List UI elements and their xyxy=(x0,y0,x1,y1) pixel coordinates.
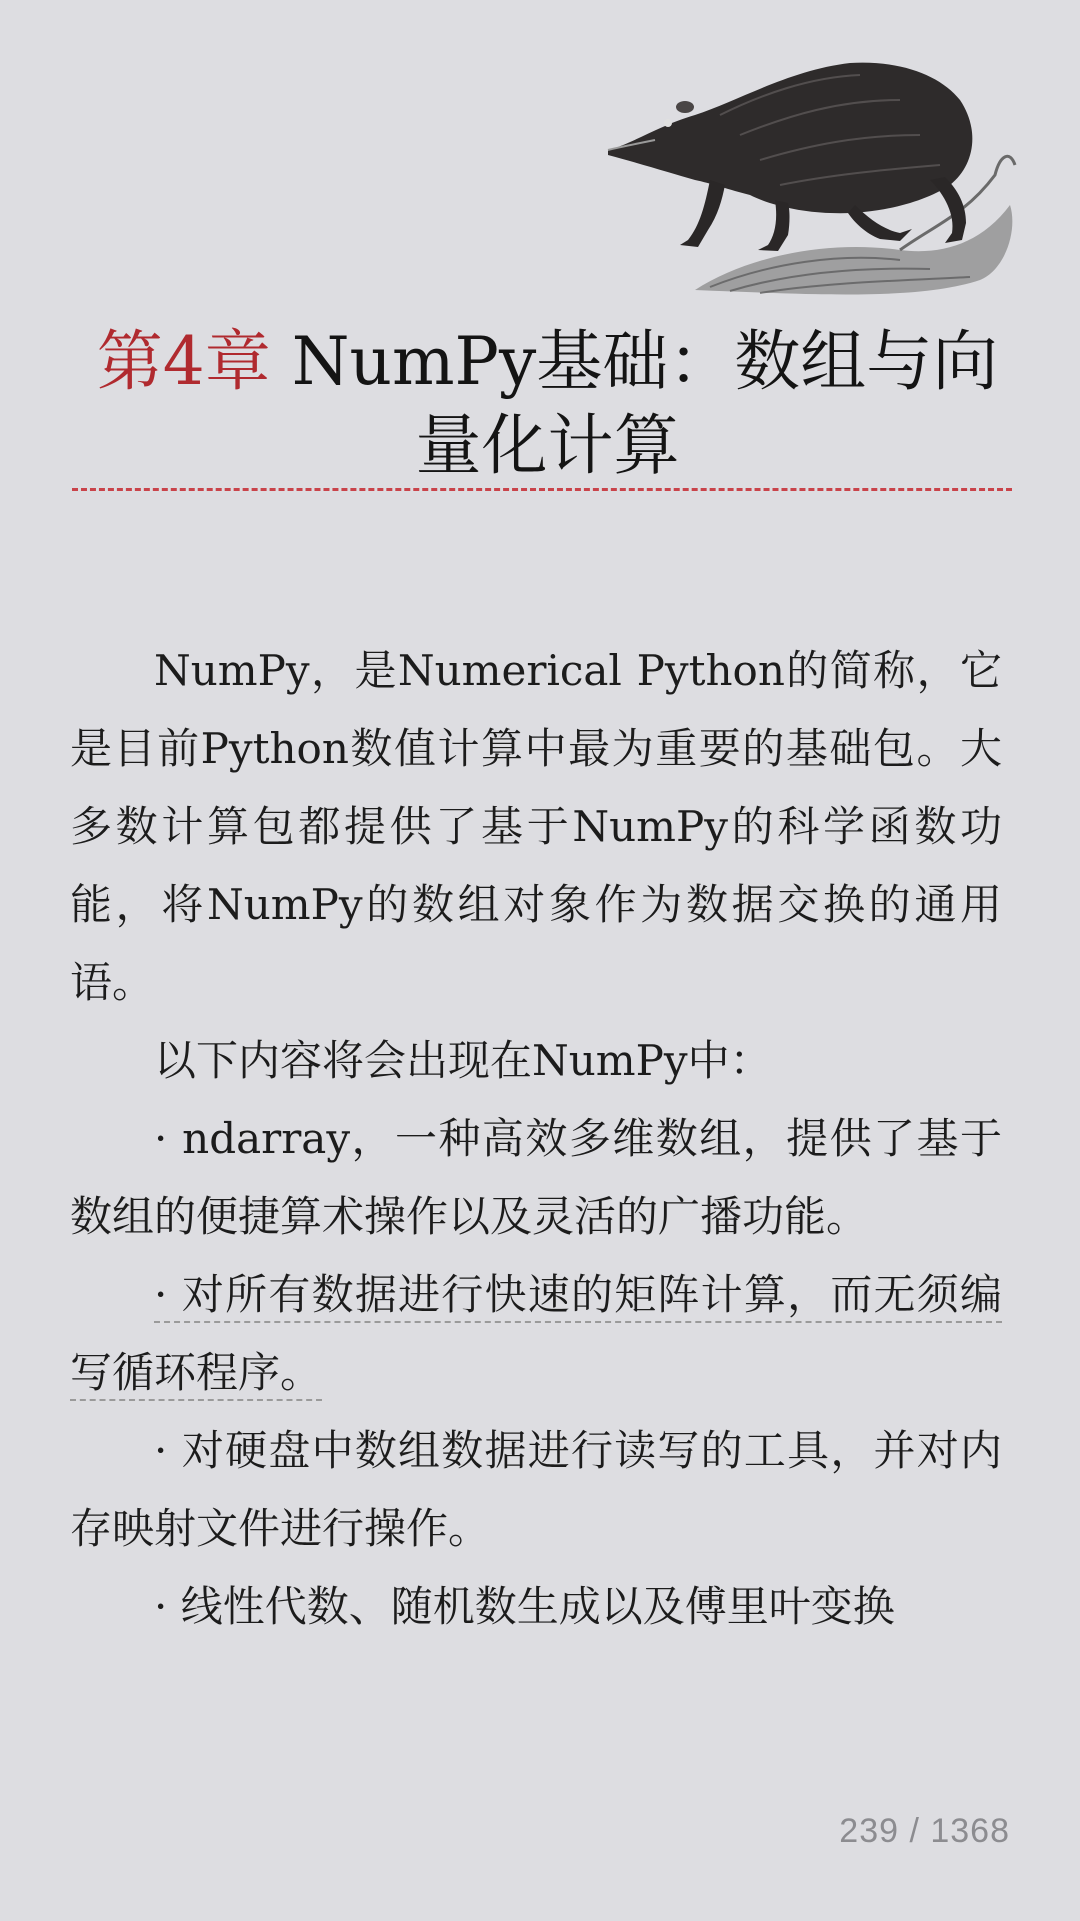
list-item: · 线性代数、随机数生成以及傅里叶变换 xyxy=(154,1582,895,1631)
page-indicator: 239 / 1368 xyxy=(839,1812,1010,1850)
shrew-engraving-icon xyxy=(600,55,1020,300)
chapter-title xyxy=(70,320,1025,488)
chapter-heading: NumPy基础：数组与向量化计算 xyxy=(291,323,999,484)
list-item[interactable] xyxy=(70,1256,1002,1412)
title-divider xyxy=(72,488,1012,491)
chapter-body xyxy=(70,632,1002,1646)
list-item: · 对硬盘中数组数据进行读写的工具，并对内存映射文件进行操作。 xyxy=(70,1426,1002,1553)
annotated-text[interactable]: · 对所有数据进行快速的矩阵计算，而无须编写循环程序。 xyxy=(70,1270,1002,1401)
intro-paragraph: NumPy，是Numerical Python的简称，它是目前Python数值计算中最为重要的基础包。大多数计算包都提供了基于NumPy的科学函数功能，将NumPy的数组对象作为数据交换的通用语。 xyxy=(70,646,1002,1007)
chapter-number: 第4章 xyxy=(96,323,271,400)
list-intro: 以下内容将会出现在NumPy中： xyxy=(154,1036,772,1085)
list-item: · ndarray，一种高效多维数组，提供了基于数组的便捷算术操作以及灵活的广播功能。 xyxy=(70,1114,1002,1241)
